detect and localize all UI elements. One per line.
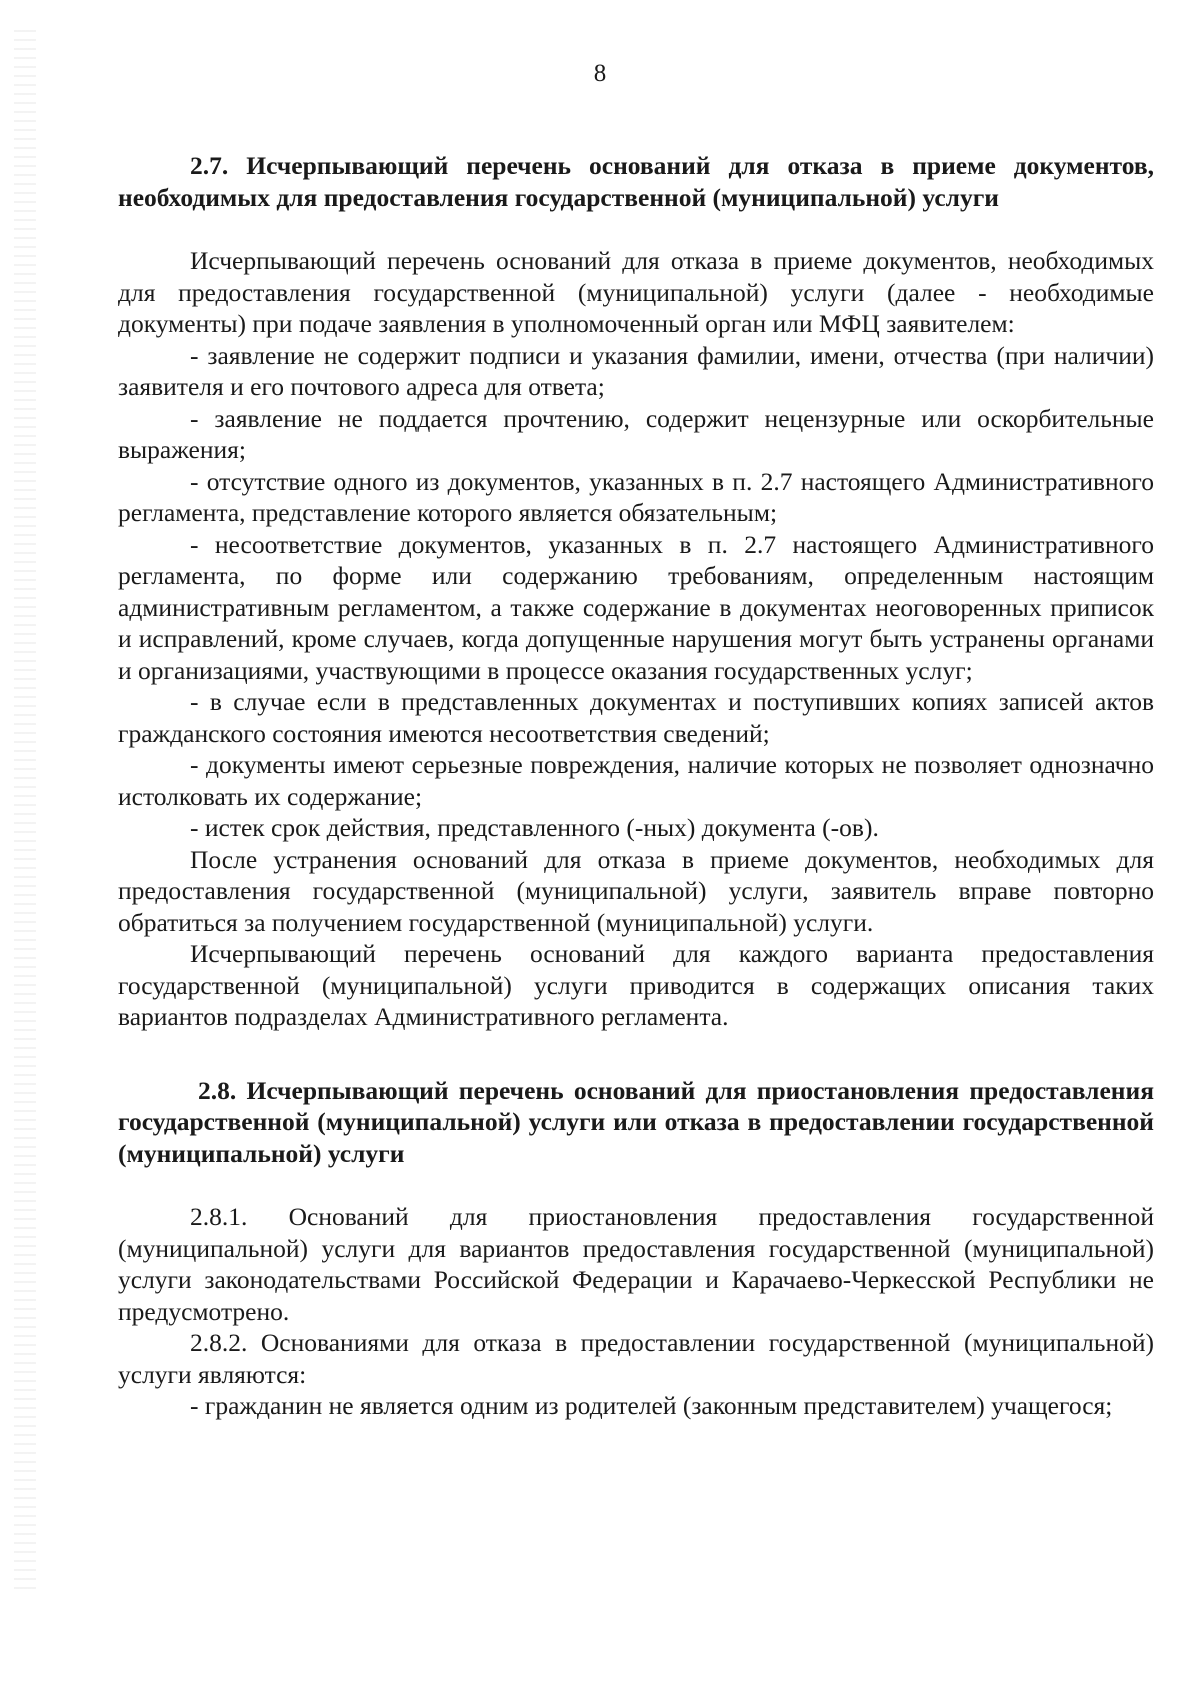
section-2-8-list-item: - гражданин не является одним из родителей (законным представителем) учащегося; xyxy=(190,1391,1113,1420)
scan-edge-artifact xyxy=(14,30,36,1590)
section-2-7-list-item: - заявление не содержит подписи и указания фамилии, имени, отчества (при наличии) заявителя и его почтового адреса для ответа; xyxy=(118,340,1154,401)
section-2-8-paragraph: 2.8.1. Оснований для приостановления предоставления государственной (муниципальной) услуги для вариантов предоставления государственной (муниципальной) услуги законодательствами Российской Федерации и Карачаево-Черкесской Республики не предусмотрено. xyxy=(118,1202,1154,1326)
section-2-7-list-item: - документы имеют серьезные повреждения, наличие которых не позволяет однозначно истолковать их содержание; xyxy=(118,750,1154,811)
spacer xyxy=(118,213,1154,245)
section-2-8-heading: 2.8. Исчерпывающий перечень оснований для приостановления предоставления государственной (муниципальной) услуги или отказа в предоставлении государственной (муниципальной) услуги xyxy=(118,1075,1154,1168)
section-2-7-list-item: - истек срок действия, представленного (-ных) документа (-ов). xyxy=(190,813,879,842)
section-2-7-heading: 2.7. Исчерпывающий перечень оснований для отказа в приеме документов, необходимых для предоставления государственной (муниципальной) услуги xyxy=(118,151,1154,212)
section-2-7-paragraph: Исчерпывающий перечень оснований для каждого варианта предоставления государственной (муниципальной) услуги приводится в содержащих описания таких вариантов подразделах Административного регламента. xyxy=(118,939,1154,1031)
document-body xyxy=(118,150,1154,1422)
section-2-7-paragraph: После устранения оснований для отказа в приеме документов, необходимых для предоставления государственной (муниципальной) услуги, заявитель вправе повторно обратиться за получением государственной (муниципальной) услуги. xyxy=(118,844,1154,937)
section-2-7-list-item: - заявление не поддается прочтению, содержит нецензурные или оскорбительные выражения; xyxy=(118,403,1154,464)
page-number: 8 xyxy=(593,60,607,87)
spacer xyxy=(118,1169,1154,1201)
section-2-7-paragraph: Исчерпывающий перечень оснований для отказа в приеме документов, необходимых для предоставления государственной (муниципальной) услуги (далее - необходимые документы) при подаче заявления в уполномоченный орган или МФЦ заявителем: xyxy=(118,246,1154,338)
section-2-7-list-item: - отсутствие одного из документов, указанных в п. 2.7 настоящего Административного регламента, представление которого является обязательным; xyxy=(118,466,1154,527)
section-2-7-list-item: - несоответствие документов, указанных в п. 2.7 настоящего Административного регламента, по форме или содержанию требованиям, определенным настоящим административным регламентом, а также содержание в документах неоговоренных приписок и исправлений, кроме случаев, когда допущенные нарушения могут быть устранены органами и организациями, участвующими в процессе оказания государственных услуг; xyxy=(118,529,1154,685)
section-2-7-list-item: - в случае если в представленных документах и поступивших копиях записей актов гражданского состояния имеются несоответствия сведений; xyxy=(118,687,1154,748)
spacer xyxy=(118,1033,1154,1075)
section-2-8-paragraph: 2.8.2. Основаниями для отказа в предоставлении государственной (муниципальной) услуги являются: xyxy=(118,1328,1154,1389)
